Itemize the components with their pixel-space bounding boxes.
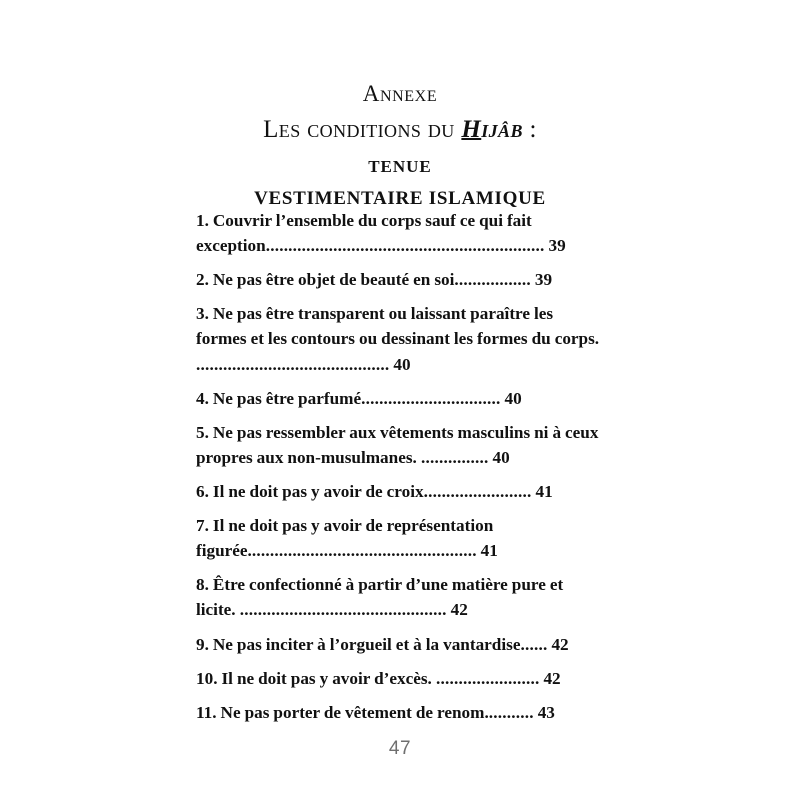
toc-entry-title: Ne pas ressembler aux vêtements masculins ni à ceux propres aux non-musulmanes. (196, 422, 599, 467)
toc-dot-leader: ........................................... (196, 354, 390, 374)
toc-entry-title: Couvrir l’ensemble du corps sauf ce qui fait exception (196, 211, 532, 256)
toc-entry-page-number: 41 (476, 541, 498, 561)
toc-dot-leader: ............................... (361, 388, 501, 408)
toc-entry[interactable] (196, 513, 602, 563)
toc-entry-title: Ne pas être parfumé (208, 388, 362, 408)
subtitle-tenue: TENUE (368, 157, 432, 177)
page-folio-number: 47 (388, 738, 412, 759)
toc-entry-page-number: 41 (531, 481, 553, 501)
toc-dot-leader: ...... (520, 634, 548, 654)
toc-entry-page-number: 40 (500, 388, 522, 408)
toc-entry-page-number: 39 (530, 270, 553, 290)
toc-dot-leader: .............................................. (235, 600, 447, 620)
toc-entry[interactable] (196, 420, 602, 470)
title-conditions-prefix: Les conditions du (263, 116, 462, 144)
toc-entry[interactable] (196, 208, 602, 258)
toc-entry[interactable] (196, 572, 602, 622)
hijab-initial-letter: H (461, 116, 482, 144)
toc-entry-page-number: 40 (389, 354, 411, 374)
page-title-annexe: Annexe (362, 81, 438, 106)
page-title-conditions (150, 115, 650, 145)
toc-dot-leader: ................. (454, 270, 531, 290)
toc-entry[interactable] (196, 386, 602, 411)
toc-entry[interactable] (196, 267, 602, 292)
toc-entry[interactable] (196, 632, 602, 657)
hijab-remainder: ijâb (481, 116, 523, 144)
toc-entry-title: Être confectionné à partir d’une matière pure et licite. (196, 575, 564, 620)
toc-entry-number: 1. (196, 211, 209, 230)
toc-entry-number: 9. (196, 634, 209, 654)
heading-block (150, 80, 650, 210)
toc-entry[interactable] (196, 666, 602, 691)
subtitle-vestimentaire-islamique: VESTIMENTAIRE ISLAMIQUE (254, 187, 546, 209)
table-of-contents (196, 208, 602, 725)
toc-dot-leader: ....................... (431, 668, 540, 688)
toc-entry-page-number: 40 (488, 447, 510, 467)
hijab-word (461, 116, 522, 143)
toc-entry-page-number: 39 (544, 236, 566, 256)
toc-entry-page-number: 43 (533, 702, 555, 722)
toc-dot-leader: .............................................................. (265, 236, 545, 256)
toc-entry-page-number: 42 (547, 634, 569, 654)
toc-entry-title: Ne pas être transparent ou laissant paraître les formes et les contours ou dessinant les formes du corps. (196, 304, 600, 349)
toc-dot-leader: ............... (416, 447, 489, 467)
toc-dot-leader: ........................ (423, 481, 532, 501)
toc-entry-page-number: 42 (539, 668, 561, 688)
toc-entry[interactable] (196, 301, 602, 376)
toc-entry-number: 6. (196, 481, 209, 501)
toc-entry-number: 11. (196, 702, 217, 722)
toc-dot-leader: .......... (488, 702, 534, 722)
toc-entry-number: 5. (196, 422, 209, 442)
toc-entry[interactable] (196, 479, 602, 504)
toc-entry-title: Ne pas inciter à l’orgueil et à la vantardise (208, 634, 521, 654)
toc-entry-number: 2. (196, 270, 209, 290)
toc-entry[interactable] (196, 700, 602, 725)
toc-entry-title: Il ne doit pas y avoir de croix (208, 481, 424, 501)
toc-entry-page-number: 42 (446, 600, 468, 620)
toc-entry-title: Ne pas être objet de beauté en soi (208, 270, 455, 290)
toc-entry-number: 10. (196, 668, 218, 688)
toc-entry-title: Ne pas porter de vêtement de renom. (216, 702, 489, 722)
toc-entry-title: Il ne doit pas y avoir d’excès. (217, 668, 432, 688)
toc-dot-leader: .................................................. (251, 541, 477, 561)
toc-entry-number: 4. (196, 388, 209, 408)
title-conditions-suffix: : (522, 116, 537, 144)
toc-entry-number: 8. (196, 575, 209, 595)
toc-entry-number: 3. (196, 304, 209, 324)
toc-entry-title: Il ne doit pas y avoir de représentation figurée. (196, 516, 494, 561)
toc-entry-number: 7. (196, 516, 209, 536)
